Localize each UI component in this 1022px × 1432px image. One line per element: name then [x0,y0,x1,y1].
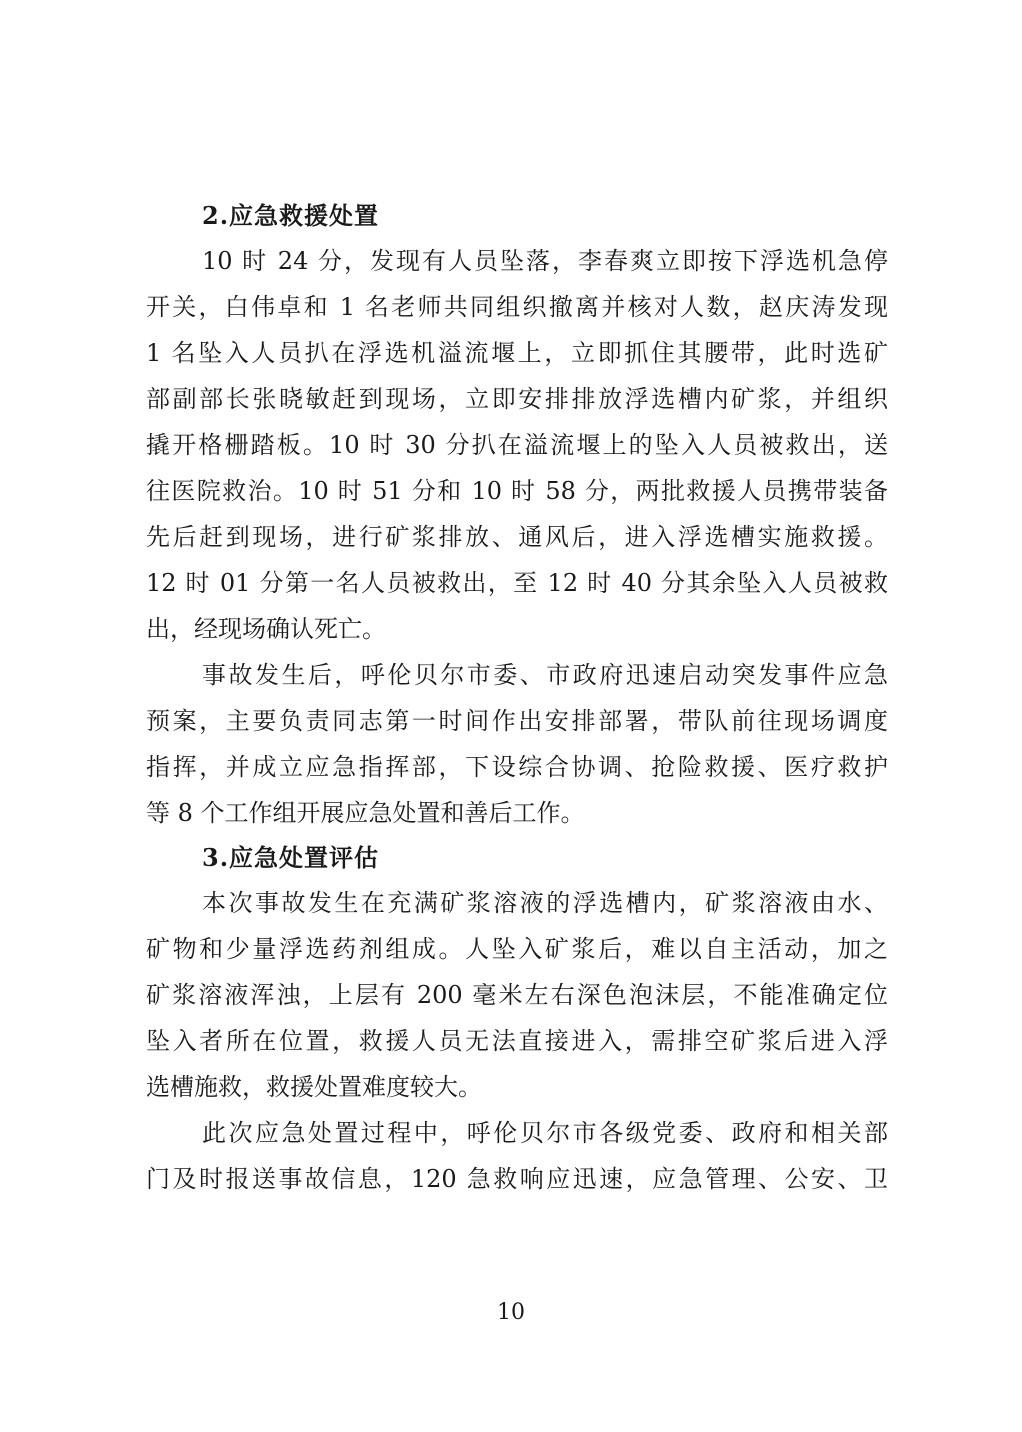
text-line: 先后赶到现场，进行矿浆排放、通风后，进入浮选槽实施救援。 [146,523,888,551]
page-number: 10 [497,1300,525,1325]
paragraph-government-response [146,652,888,836]
text-line: 坠入者所在位置，救援人员无法直接进入，需排空矿浆后进入浮 [146,1027,888,1055]
text-line: 指挥，并成立应急指挥部，下设综合协调、抢险救援、医疗救护 [146,753,888,781]
text-line: 预案，主要负责同志第一时间作出安排部署，带队前往现场调度 [146,707,888,735]
text-line: 事故发生后，呼伦贝尔市委、市政府迅速启动突发事件应急 [202,661,888,689]
text-line: 矿物和少量浮选药剂组成。人坠入矿浆后，难以自主活动，加之 [146,935,888,963]
text-line: 10 时 24 分，发现有人员坠落，李春爽立即按下浮选机急停 [202,247,888,275]
paragraph-accident-conditions [146,880,888,1110]
section-heading-emergency-rescue: 2.应急救援处置 [202,201,380,230]
text-line: 撬开格栅踏板。10 时 30 分扒在溢流堰上的坠入人员被救出，送 [146,431,888,459]
text-line: 往医院救治。10 时 51 分和 10 时 58 分，两批救援人员携带装备 [146,477,888,505]
document-body [146,194,888,1202]
text-line: 本次事故发生在充满矿浆溶液的浮选槽内，矿浆溶液由水、 [202,889,888,917]
text-line: 选槽施救，救援处置难度较大。 [146,1073,482,1101]
text-line: 部副部长张晓敏赶到现场，立即安排排放浮选槽内矿浆，并组织 [146,385,888,413]
text-line: 1 名坠入人员扒在浮选机溢流堰上，立即抓住其腰带，此时选矿 [146,339,888,367]
text-line: 开关，白伟卓和 1 名老师共同组织撤离并核对人数，赵庆涛发现 [146,293,888,321]
text-line: 门及时报送事故信息，120 急救响应迅速，应急管理、公安、卫 [146,1165,888,1193]
paragraph-rescue-timeline [146,238,888,652]
text-line: 矿浆溶液浑浊，上层有 200 毫米左右深色泡沫层，不能准确定位 [146,981,888,1009]
text-line: 12 时 01 分第一名人员被救出，至 12 时 40 分其余坠入人员被救 [146,569,888,597]
paragraph-response-process [146,1110,888,1202]
section-heading-response-evaluation: 3.应急处置评估 [202,843,380,872]
text-line: 此次应急处置过程中，呼伦贝尔市各级党委、政府和相关部 [202,1119,888,1147]
text-line: 等 8 个工作组开展应急处置和善后工作。 [146,799,585,827]
text-line: 出，经现场确认死亡。 [146,615,386,643]
